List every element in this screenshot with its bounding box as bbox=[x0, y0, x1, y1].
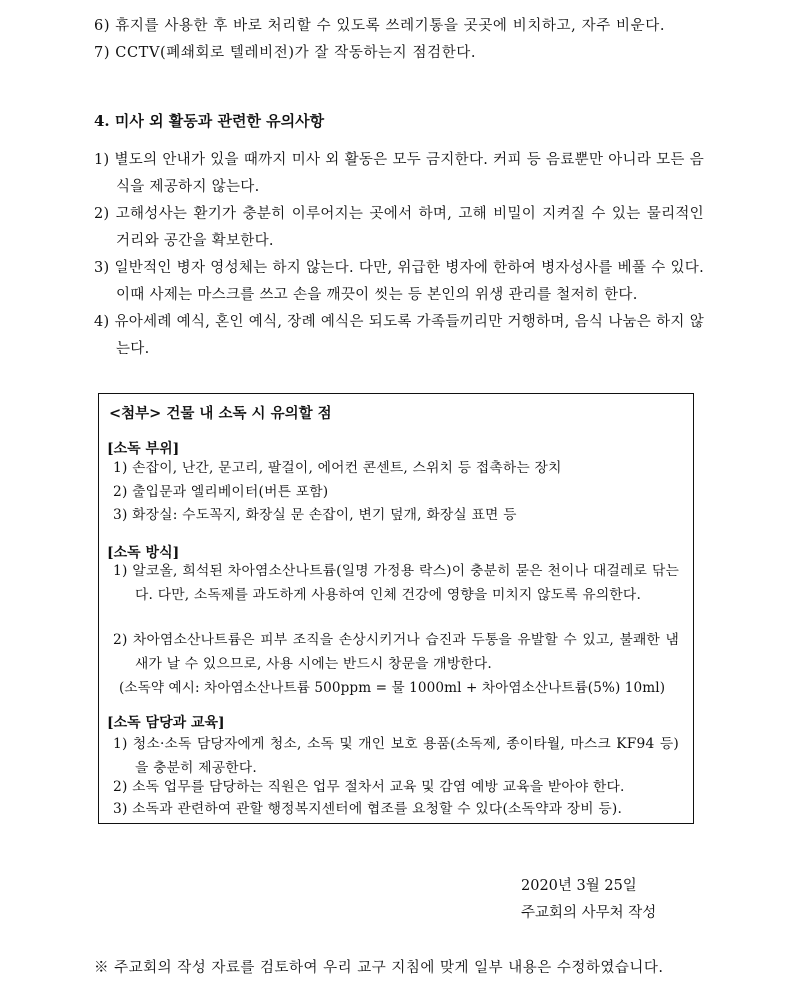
top-item-6: 6) 휴지를 사용한 후 바로 처리할 수 있도록 쓰레기통을 곳곳에 비치하고, 자주 비운다. bbox=[94, 18, 666, 34]
parts-title: [소독 부위] bbox=[107, 441, 180, 457]
staff-item-1: 1) 청소·소독 담당자에게 청소, 소독 및 개인 보호 용품(소독제, 종이타월, 마스크 KF94 등)을 충분히 제공한다. bbox=[113, 736, 679, 776]
attachment-box bbox=[98, 393, 694, 824]
method-item-2: 2) 차아염소산나트륨은 피부 조직을 손상시키거나 습진과 두통을 유발할 수 있고, 불쾌한 냄새가 날 수 있으므로, 사용 시에는 반드시 창문을 개방한다. bbox=[113, 632, 679, 672]
staff-item-2: 2) 소독 업무를 담당하는 직원은 업무 절차서 교육 및 감염 예방 교육을 받아야 한다. bbox=[113, 779, 625, 795]
section-4-item-2: 2) 고해성사는 환기가 충분히 이루어지는 곳에서 하며, 고해 비밀이 지켜질 수 있는 물리적인 거리와 공간을 확보한다. bbox=[94, 206, 704, 249]
staff-item-3: 3) 소독과 관련하여 관할 행정복지센터에 협조를 요청할 수 있다(소독약과 장비 등). bbox=[113, 801, 623, 817]
top-item-7: 7) CCTV(폐쇄회로 텔레비전)가 잘 작동하는지 점검한다. bbox=[94, 45, 477, 61]
section-4-heading: 4. 미사 외 활동과 관련한 유의사항 bbox=[94, 112, 325, 130]
document-date: 2020년 3월 25일 bbox=[521, 878, 637, 894]
parts-item-2: 2) 출입문과 엘리베이터(버튼 포함) bbox=[113, 484, 329, 500]
method-title: [소독 방식] bbox=[107, 545, 180, 561]
footnote: ※ 주교회의 작성 자료를 검토하여 우리 교구 지침에 맞게 일부 내용은 수정하였습니다. bbox=[94, 960, 664, 976]
section-4-item-3: 3) 일반적인 병자 영성체는 하지 않는다. 다만, 위급한 병자에 한하여 병자성사를 베풀 수 있다. 이때 사제는 마스크를 쓰고 손을 깨끗이 씻는 등 본인의 위생 관리를 철저히 한다. bbox=[94, 260, 704, 303]
staff-title: [소독 담당과 교육] bbox=[107, 715, 225, 731]
method-item-1: 1) 알코올, 희석된 차아염소산나트륨(일명 가정용 락스)이 충분히 묻은 천이나 대걸레로 닦는다. 다만, 소독제를 과도하게 사용하여 인체 건강에 영향을 미치지 않도록 유의한다. bbox=[113, 563, 679, 603]
parts-item-3: 3) 화장실: 수도꼭지, 화장실 문 손잡이, 변기 덮개, 화장실 표면 등 bbox=[113, 507, 517, 523]
section-4-item-1: 1) 별도의 안내가 있을 때까지 미사 외 활동은 모두 금지한다. 커피 등 음료뿐만 아니라 모든 음식을 제공하지 않는다. bbox=[94, 152, 704, 195]
parts-item-1: 1) 손잡이, 난간, 문고리, 팔걸이, 에어컨 콘센트, 스위치 등 접촉하는 장치 bbox=[113, 460, 562, 476]
method-note: (소독약 예시: 차아염소산나트륨 500ppm = 물 1000ml + 차아염소산나트륨(5%) 10ml) bbox=[119, 680, 666, 696]
document-author: 주교회의 사무처 작성 bbox=[521, 905, 657, 921]
section-4-item-4: 4) 유아세례 예식, 혼인 예식, 장례 예식은 되도록 가족들끼리만 거행하며, 음식 나눔은 하지 않는다. bbox=[94, 314, 704, 357]
attachment-title: <첨부> 건물 내 소독 시 유의할 점 bbox=[109, 405, 332, 422]
